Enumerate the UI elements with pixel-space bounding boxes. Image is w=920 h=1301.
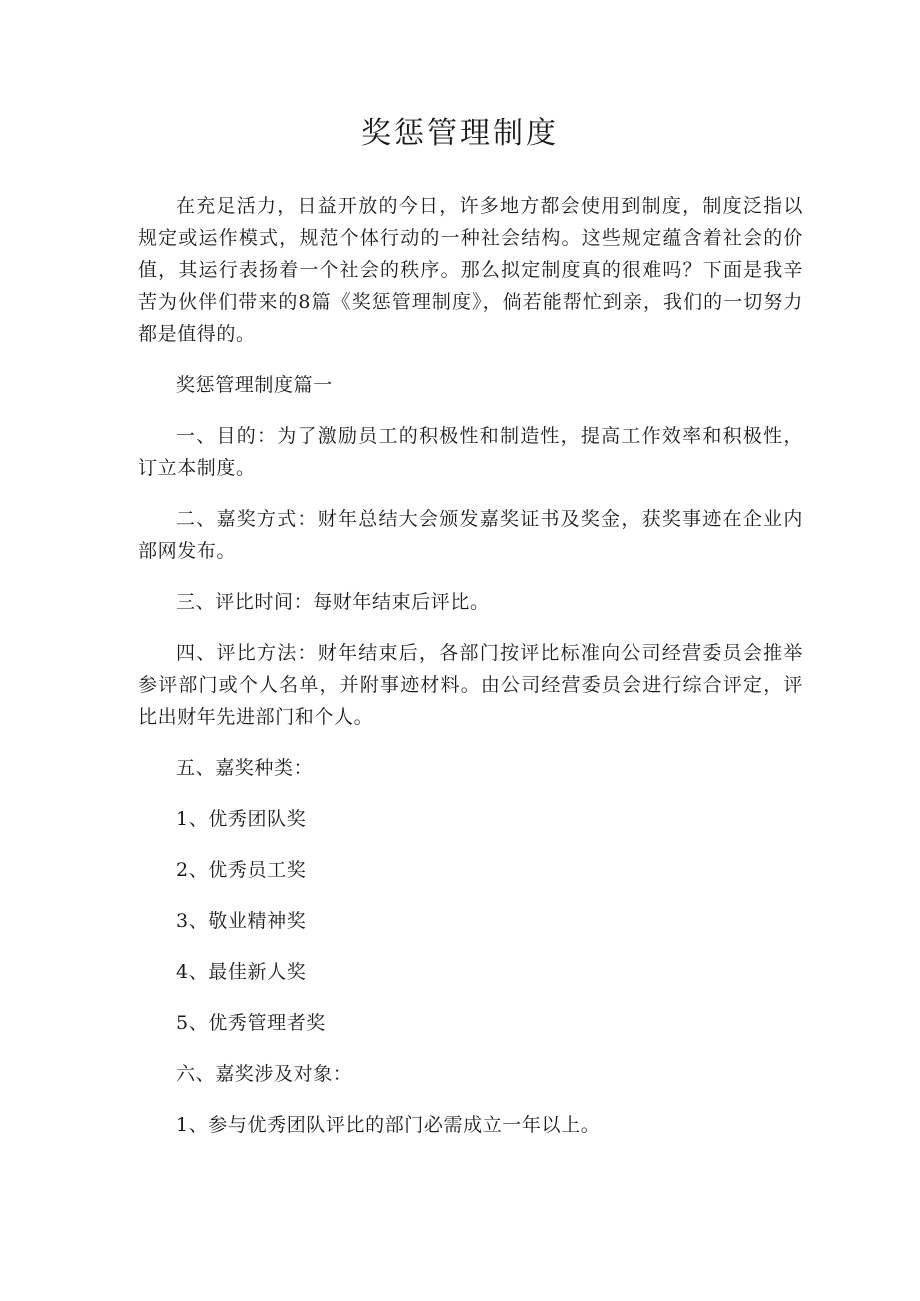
list-item: 5、优秀管理者奖 bbox=[176, 1012, 326, 1034]
paragraph-intro: 在充足活力，日益开放的今日，许多地方都会使用到制度，制度泛指以规定或运作模式，规范个体行动的一种社会结构。这些规定蕴含着社会的价值，其运行表扬着一个社会的秩序。那么拟定制度真的很难吗？下面是我辛苦为伙伴们带来的8篇《奖惩管理制度》，倘若能帮忙到亲，我们的一切努力都是值得的。 bbox=[138, 195, 803, 345]
paragraph-award-types: 五、嘉奖种类： bbox=[176, 757, 314, 779]
paragraph-evaluation-time: 三、评比时间：每财年结束后评比。 bbox=[176, 591, 490, 613]
list-item: 4、最佳新人奖 bbox=[176, 961, 307, 983]
paragraph-award-scope: 六、嘉奖涉及对象： bbox=[176, 1063, 353, 1085]
paragraph-purpose: 一、目的：为了激励员工的积极性和制造性，提高工作效率和积极性，订立本制度。 bbox=[138, 425, 803, 479]
list-item: 1、参与优秀团队评比的部门必需成立一年以上。 bbox=[176, 1114, 601, 1136]
document-title: 奖惩管理制度 bbox=[361, 116, 559, 151]
paragraph-award-method: 二、嘉奖方式：财年总结大会颁发嘉奖证书及奖金，获奖事迹在企业内部网发布。 bbox=[138, 508, 803, 562]
section-heading: 奖惩管理制度篇一 bbox=[176, 374, 333, 396]
paragraph-evaluation-method: 四、评比方法：财年结束后，各部门按评比标准向公司经营委员会推举参评部门或个人名单，并附事迹材料。由公司经营委员会进行综合评定，评比出财年先进部门和个人。 bbox=[138, 642, 803, 728]
list-item: 1、优秀团队奖 bbox=[176, 808, 307, 830]
document-body bbox=[138, 190, 803, 1141]
list-item: 2、优秀员工奖 bbox=[176, 859, 307, 881]
list-item: 3、敬业精神奖 bbox=[176, 910, 307, 932]
